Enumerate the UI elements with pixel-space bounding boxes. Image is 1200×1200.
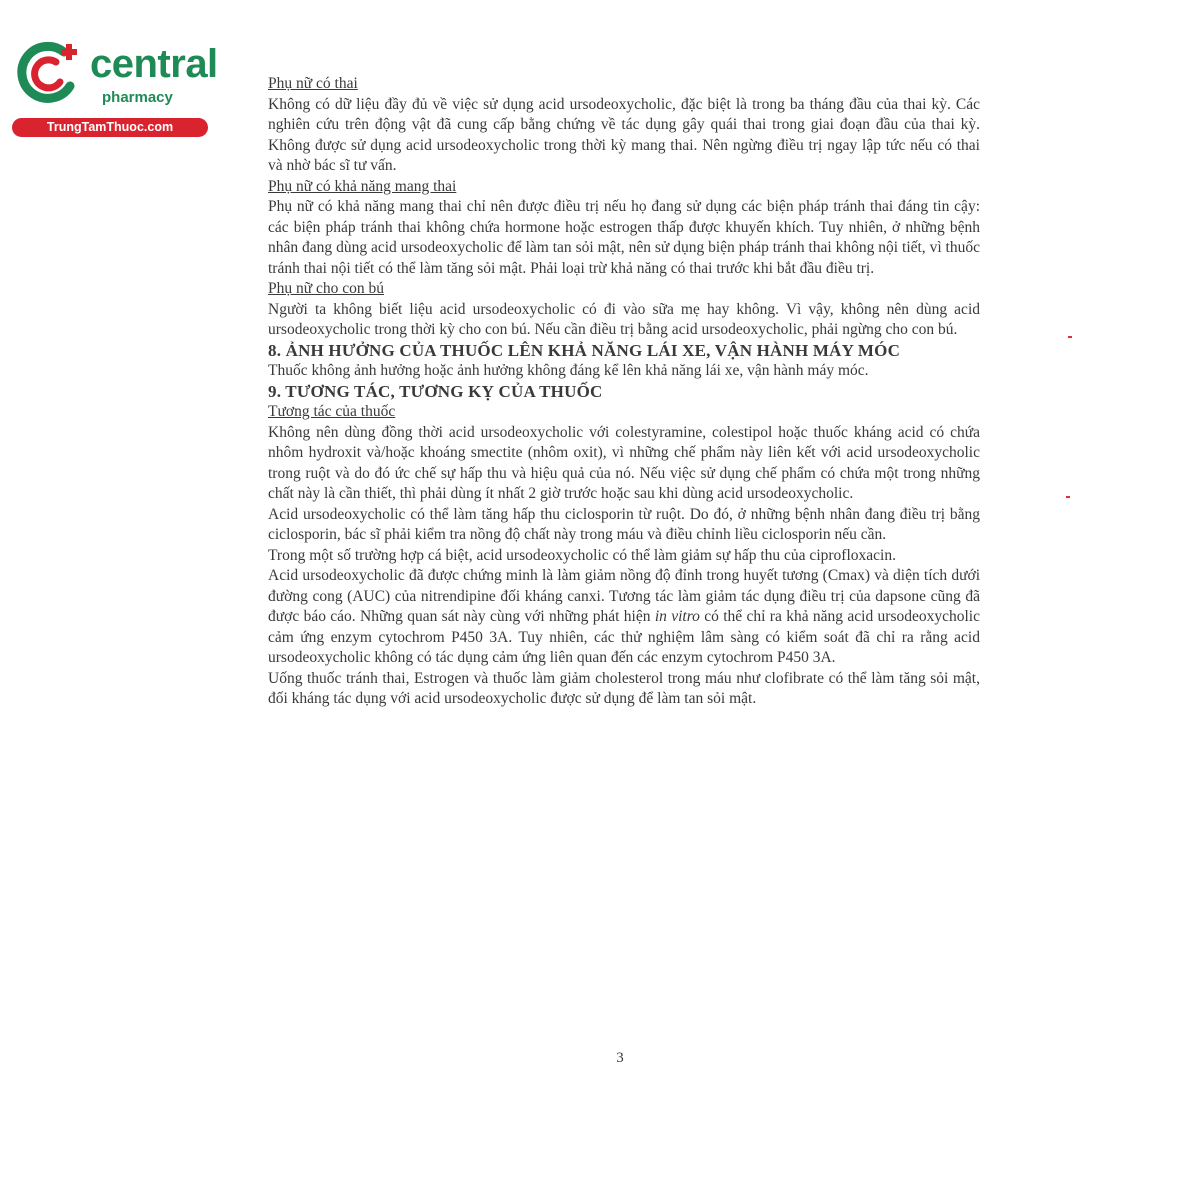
interaction-paragraph-2: Acid ursodeoxycholic có thể làm tăng hấp thu ciclosporin từ ruột. Do đó, ở những bệnh nhân đang điều trị bằng ciclosporin, bác sĩ phải kiểm tra nồng độ chất này trong máu và điều chỉnh liều ciclosporin nếu cần. [268,505,980,543]
brand-url-badge[interactable]: TrungTamThuoc.com [12,118,208,137]
pregnant-paragraph: Không có dữ liệu đầy đủ về việc sử dụng acid ursodeoxycholic, đặc biệt là trong ba tháng đầu của thai kỳ. Các nghiên cứu trên động vật đã cung cấp bằng chứng về tác dụng gây quái thai trong giai đoạn đầu của thai kỳ. Không được sử dụng acid ursodeoxycholic trong thời kỳ mang thai. Nên ngừng điều trị ngay lập tức nếu có thai và nhờ bác sĩ tư vấn. [268,95,980,174]
interaction-paragraph-1: Không nên dùng đồng thời acid ursodeoxycholic với colestyramine, colestipol hoặc thuốc kháng acid có chứa nhôm hydroxit và/hoặc khoáng smectite (nhôm oxit), vì những chế phẩm này liên kết với acid ursodeoxycholic trong ruột và do đó ức chế sự hấp thu và hiệu quả của nó. Nếu việc sử dụng chế phẩm có chứa một trong những chất này là cần thiết, thì phải dùng ít nhất 2 giờ trước hoặc sau khi dùng acid ursodeoxycholic. [268,423,980,502]
central-pharmacy-logo-icon [12,38,84,110]
brand-subtitle: pharmacy [102,89,173,106]
interaction-paragraph-4 [268,566,980,669]
brand-name: central [90,42,218,86]
brand-logo[interactable] [12,38,218,138]
section-9-heading: 9. TƯƠNG TÁC, TƯƠNG KỴ CỦA THUỐC [268,381,603,401]
section-8-paragraph: Thuốc không ảnh hưởng hoặc ảnh hưởng không đáng kể lên khả năng lái xe, vận hành máy móc. [268,362,869,379]
document-page [268,74,980,710]
breastfeeding-paragraph: Người ta không biết liệu acid ursodeoxycholic có đi vào sữa mẹ hay không. Vì vậy, không nên dùng acid ursodeoxycholic trong thời kỳ cho con bú. Nếu cần điều trị bằng acid ursodeoxycholic, phải ngừng cho con bú. [268,300,980,338]
interaction-paragraph-4-part-2: có thể chỉ ra khả năng acid ursodeoxycholic cảm ứng enzym cytochrom P450 3A. Tuy nhiên, các thử nghiệm lâm sàng có kiểm soát đã chỉ ra rằng acid ursodeoxycholic không có tác dụng cảm ứng liên quan đến các enzym cytochrom P450 3A. [268,608,980,666]
in-vitro-italic: in vitro [654,608,700,625]
section-8-heading: 8. ẢNH HƯỞNG CỦA THUỐC LÊN KHẢ NĂNG LÁI XE, VẬN HÀNH MÁY MÓC [268,340,901,360]
childbearing-paragraph: Phụ nữ có khả năng mang thai chỉ nên được điều trị nếu họ đang sử dụng các biện pháp tránh thai đáng tin cậy: các biện pháp tránh thai không chứa hormone hoặc estrogen thấp được khuyến khích. Tuy nhiên, ở những bệnh nhân đang dùng acid ursodeoxycholic để làm tan sỏi mật, nên sử dụng biện pháp tránh thai không nội tiết, vì thuốc tránh thai nội tiết có thể làm tăng sỏi mật. Phải loại trừ khả năng có thai trước khi bắt đầu điều trị. [268,198,980,277]
section-9-subtitle: Tương tác của thuốc [268,403,396,420]
breastfeeding-subtitle: Phụ nữ cho con bú [268,280,385,297]
pregnant-subtitle: Phụ nữ có thai [268,75,358,92]
interaction-paragraph-5: Uống thuốc tránh thai, Estrogen và thuốc làm giảm cholesterol trong máu như clofibrate có thể làm tăng sỏi mật, đối kháng tác dụng với acid ursodeoxycholic được sử dụng để làm tan sỏi mật. [268,669,980,707]
page-number: 3 [616,1050,624,1066]
childbearing-subtitle: Phụ nữ có khả năng mang thai [268,177,457,195]
interaction-paragraph-3: Trong một số trường hợp cá biệt, acid ursodeoxycholic có thể làm giảm sự hấp thu của ciprofloxacin. [268,546,896,564]
margin-mark [1068,336,1072,338]
margin-mark [1066,496,1070,498]
interaction-paragraph-4-part-1: Acid ursodeoxycholic đã được chứng minh là làm giảm nồng độ đỉnh trong huyết tương (Cmax) và diện tích dưới đường cong (AUC) của nitrendipine đối kháng canxi. Tương tác làm giảm tác dụng điều trị của dapsone cũng đã được báo cáo. Những quan sát này cùng với những phát hiện [268,567,980,625]
